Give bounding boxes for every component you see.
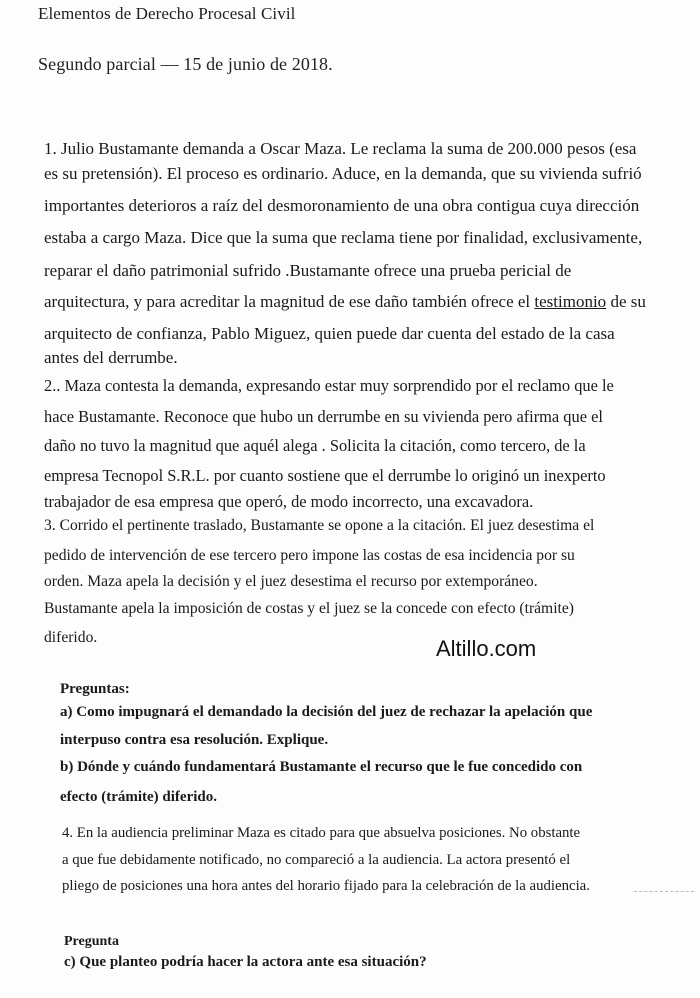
case-4-line: 4. En la audiencia preliminar Maza es citado para que absuelva posiciones. No obstante (62, 825, 581, 841)
exam-title: Segundo parcial — 15 de junio de 2018. (38, 54, 333, 74)
dashed-mark (634, 891, 694, 892)
question-title: Pregunta (64, 934, 119, 949)
case-1-line: importantes deterioros a raíz del desmoronamiento de una obra contigua cuya dirección (44, 196, 640, 215)
case-2-line: trabajador de esa empresa que operó, de modo incorrecto, una excavadora. (44, 492, 534, 511)
case-1-line: 1. Julio Bustamante demanda a Oscar Maza. Le reclama la suma de 200.000 pesos (esa (44, 139, 637, 158)
case-2-line: daño no tuvo la magnitud que aquél alega . Solicita la citación, como tercero, de la (44, 436, 586, 455)
question-line: b) Dónde y cuándo fundamentará Bustamante el recurso que le fue concedido con (60, 759, 583, 775)
case-3-line: orden. Maza apela la decisión y el juez desestima el recurso por extemporáneo. (44, 573, 538, 590)
course-title: Elementos de Derecho Procesal Civil (38, 4, 296, 23)
case-1-line: estaba a cargo Maza. Dice que la suma que reclama tiene por finalidad, exclusivamente, (44, 228, 643, 247)
case-3-line: pedido de intervención de ese tercero pero impone las costas de esa incidencia por su (44, 547, 575, 564)
questions-title: Preguntas: (60, 681, 130, 697)
question-line: interpuso contra esa resolución. Explique. (60, 732, 329, 748)
case-1-line-6 (44, 293, 646, 310)
case-1-line: antes del derrumbe. (44, 348, 178, 367)
case-1-line: arquitecto de confianza, Pablo Miguez, quien puede dar cuenta del estado de la casa (44, 324, 615, 343)
underlined-word: testimonio (534, 292, 607, 311)
case-1-line: reparar el daño patrimonial sufrido .Bustamante ofrece una prueba pericial de (44, 261, 572, 280)
case-4-line: pliego de posiciones una hora antes del horario fijado para la celebración de la audiencia. (62, 878, 590, 894)
question-line: c) Que planteo podría hacer la actora ante esa situación? (64, 954, 427, 970)
case-3-line: Bustamante apela la imposición de costas y el juez se la concede con efecto (trámite) (44, 600, 574, 617)
case-2-line: hace Bustamante. Reconoce que hubo un derrumbe en su vivienda pero afirma que el (44, 407, 603, 426)
question-line: a) Como impugnará el demandado la decisión del juez de rechazar la apelación que (60, 704, 593, 720)
case-2-line: 2.. Maza contesta la demanda, expresando estar muy sorprendido por el reclamo que le (44, 376, 614, 395)
watermark: Altillo.com (436, 636, 537, 661)
case-2-line: empresa Tecnopol S.R.L. por cuanto sostiene que el derrumbe lo originó un inexperto (44, 466, 606, 485)
case-1-line-tail: de su (606, 292, 646, 311)
question-line: efecto (trámite) diferido. (60, 789, 218, 805)
case-1-line-text: arquitectura, y para acreditar la magnitud de ese daño también ofrece el (44, 292, 535, 311)
case-3-line: diferido. (44, 629, 98, 646)
case-3-line: 3. Corrido el pertinente traslado, Bustamante se opone a la citación. El juez desestima el (44, 517, 595, 534)
case-4-line: a que fue debidamente notificado, no compareció a la audiencia. La actora presentó el (62, 852, 571, 868)
case-1-line: es su pretensión). El proceso es ordinario. Aduce, en la demanda, que su vivienda sufrió (44, 164, 642, 183)
